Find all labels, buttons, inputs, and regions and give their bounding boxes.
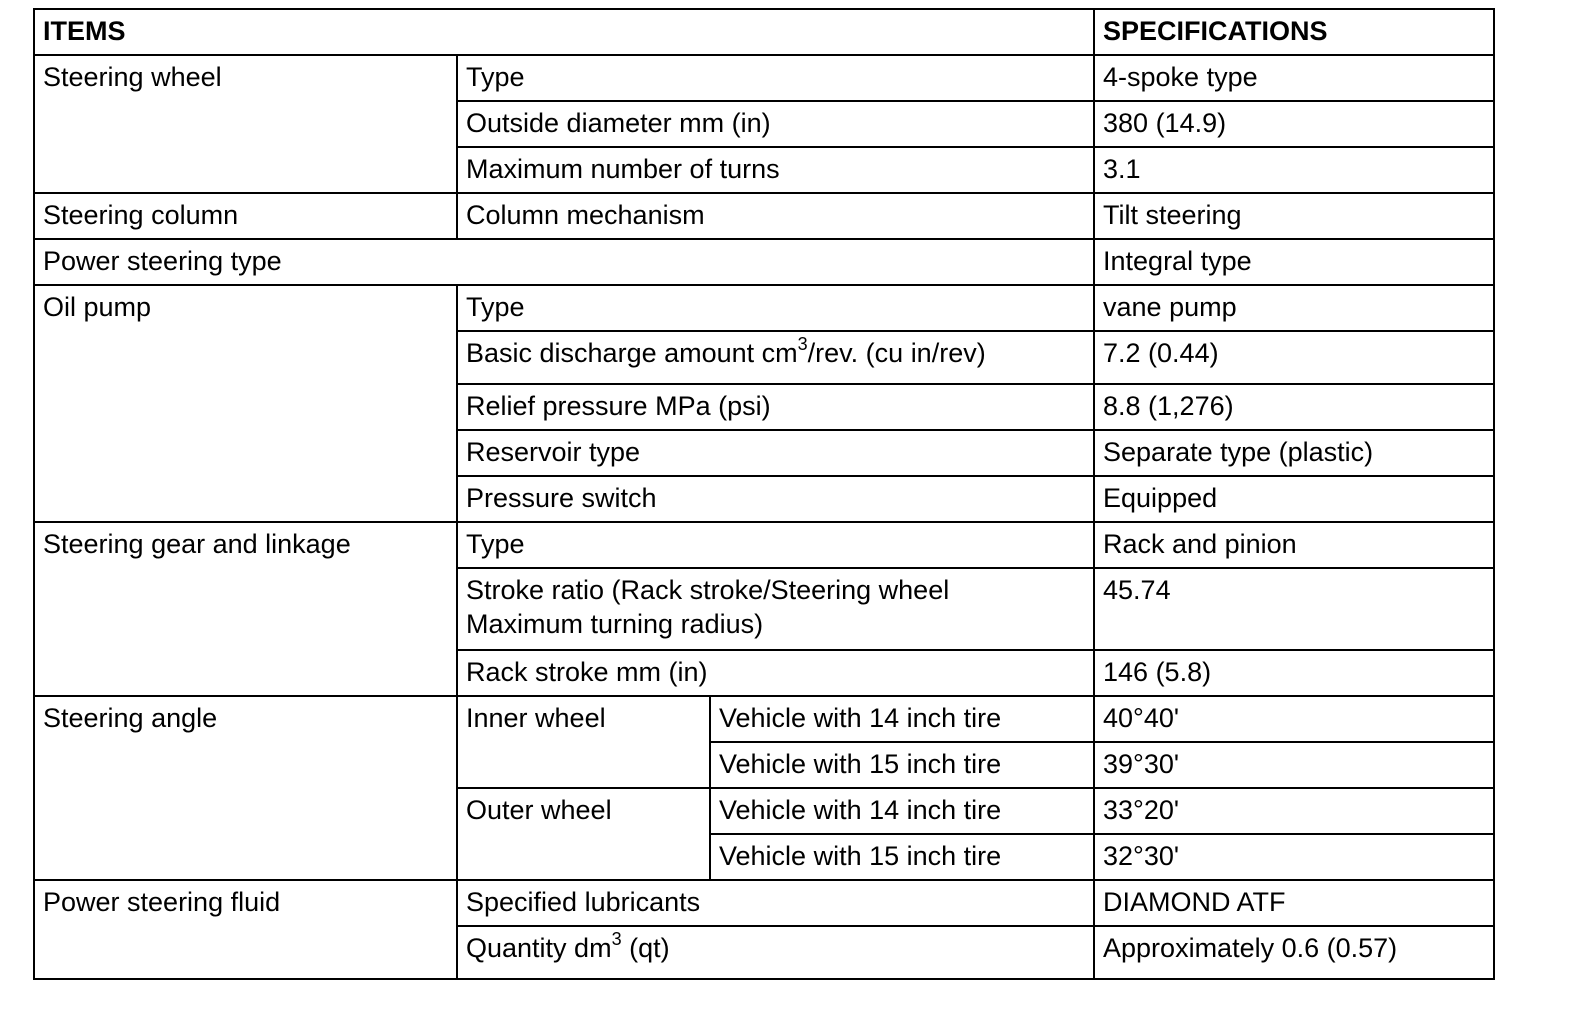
table-row <box>34 880 1494 926</box>
oil-pump-label: Oil pump <box>34 285 457 522</box>
reservoir-type-label: Reservoir type <box>457 430 1094 476</box>
outer-wheel-label: Outer wheel <box>457 788 710 880</box>
quantity-label-superscript: 3 <box>611 929 622 949</box>
inner-15-inch-value: 39°30' <box>1094 742 1494 788</box>
outside-diameter-value: 380 (14.9) <box>1094 101 1494 147</box>
column-mechanism-value: Tilt steering <box>1094 193 1494 239</box>
table-row <box>34 522 1494 568</box>
steering-wheel-type-value: 4-spoke type <box>1094 55 1494 101</box>
power-steering-type-value: Integral type <box>1094 239 1494 285</box>
pressure-switch-value: Equipped <box>1094 476 1494 522</box>
specifications-header: SPECIFICATIONS <box>1094 9 1494 55</box>
inner-wheel-label: Inner wheel <box>457 696 710 788</box>
rack-stroke-label: Rack stroke mm (in) <box>457 650 1094 696</box>
quantity-value: Approximately 0.6 (0.57) <box>1094 926 1494 979</box>
steering-gear-type-label: Type <box>457 522 1094 568</box>
stroke-ratio-label <box>457 568 1094 650</box>
relief-pressure-value: 8.8 (1,276) <box>1094 384 1494 430</box>
steering-column-label: Steering column <box>34 193 457 239</box>
steering-angle-label: Steering angle <box>34 696 457 880</box>
reservoir-type-value: Separate type (plastic) <box>1094 430 1494 476</box>
rack-stroke-value: 146 (5.8) <box>1094 650 1494 696</box>
outer-14-inch-value: 33°20' <box>1094 788 1494 834</box>
relief-pressure-label: Relief pressure MPa (psi) <box>457 384 1094 430</box>
discharge-amount-label <box>457 331 1094 384</box>
specified-lubricants-label: Specified lubricants <box>457 880 1094 926</box>
table-row <box>34 285 1494 331</box>
quantity-label <box>457 926 1094 979</box>
quantity-label-suffix: (qt) <box>621 933 670 963</box>
discharge-label-suffix: /rev. (cu in/rev) <box>807 338 986 368</box>
steering-gear-type-value: Rack and pinion <box>1094 522 1494 568</box>
outer-14-inch-label: Vehicle with 14 inch tire <box>710 788 1094 834</box>
table-row <box>34 55 1494 101</box>
inner-15-inch-label: Vehicle with 15 inch tire <box>710 742 1094 788</box>
outside-diameter-label: Outside diameter mm (in) <box>457 101 1094 147</box>
pressure-switch-label: Pressure switch <box>457 476 1094 522</box>
stroke-ratio-label-line2: Maximum turning radius) <box>466 609 764 639</box>
specified-lubricants-value: DIAMOND ATF <box>1094 880 1494 926</box>
outer-15-inch-value: 32°30' <box>1094 834 1494 880</box>
power-steering-fluid-label: Power steering fluid <box>34 880 457 979</box>
steering-wheel-label: Steering wheel <box>34 55 457 193</box>
column-mechanism-label: Column mechanism <box>457 193 1094 239</box>
table-row <box>34 239 1494 285</box>
steering-wheel-type-label: Type <box>457 55 1094 101</box>
items-header: ITEMS <box>34 9 1094 55</box>
max-turns-value: 3.1 <box>1094 147 1494 193</box>
power-steering-type-label: Power steering type <box>34 239 1094 285</box>
discharge-label-text: Basic discharge amount cm <box>466 338 798 368</box>
inner-14-inch-value: 40°40' <box>1094 696 1494 742</box>
header-row <box>34 9 1494 55</box>
quantity-label-text: Quantity dm <box>466 933 612 963</box>
inner-14-inch-label: Vehicle with 14 inch tire <box>710 696 1094 742</box>
oil-pump-type-value: vane pump <box>1094 285 1494 331</box>
oil-pump-type-label: Type <box>457 285 1094 331</box>
outer-15-inch-label: Vehicle with 15 inch tire <box>710 834 1094 880</box>
table-row <box>34 696 1494 742</box>
stroke-ratio-label-line1: Stroke ratio (Rack stroke/Steering wheel <box>466 575 950 605</box>
discharge-label-superscript: 3 <box>797 334 808 354</box>
stroke-ratio-value: 45.74 <box>1094 568 1494 650</box>
table-row <box>34 193 1494 239</box>
max-turns-label: Maximum number of turns <box>457 147 1094 193</box>
specifications-table <box>33 8 1495 980</box>
discharge-amount-value: 7.2 (0.44) <box>1094 331 1494 384</box>
steering-gear-label: Steering gear and linkage <box>34 522 457 696</box>
